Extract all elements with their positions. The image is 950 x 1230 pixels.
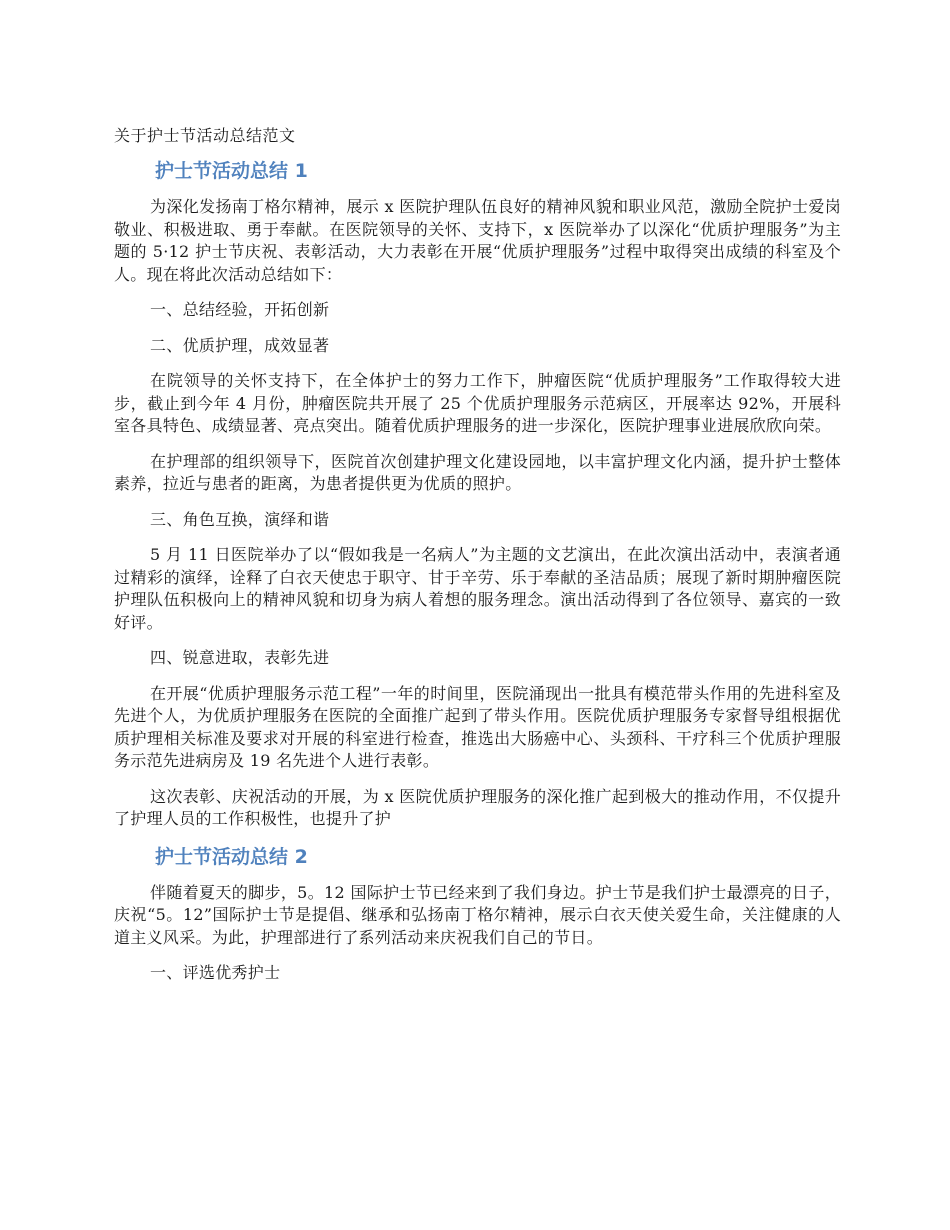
paragraph: 这次表彰、庆祝活动的开展，为 x 医院优质护理服务的深化推广起到极大的推动作用，不仅提升了护理人员的工作积极性，也提升了护 <box>114 786 841 828</box>
section-2 <box>114 844 841 985</box>
subheading: 三、角色互换，演绎和谐 <box>150 509 330 529</box>
paragraph: 伴随着夏天的脚步，5。12 国际护士节已经来到了我们身边。护士节是我们护士最漂亮的日子，庆祝“5。12”国际护士节是提倡、继承和弘扬南丁格尔精神，展示白衣天使关爱生命，关注健康的人道主义风采。为此，护理部进行了系列活动来庆祝我们自己的节日。 <box>114 882 841 947</box>
paragraph: 在护理部的组织领导下，医院首次创建护理文化建设园地，以丰富护理文化内涵，提升护士整体素养，拉近与患者的距离，为患者提供更为优质的照护。 <box>114 451 841 493</box>
section-heading: 护士节活动总结 1 <box>155 160 308 182</box>
paragraph: 在开展“优质护理服务示范工程”一年的时间里，医院涌现出一批具有模范带头作用的先进科室及先进个人，为优质护理服务在医院的全面推广起到了带头作用。医院优质护理服务专家督导组根据优质护理相关标准及要求对开展的科室进行检查，推选出大肠癌中心、头颈科、干疗科三个优质护理服务示范先进病房及 19 名先进个人进行表彰。 <box>114 683 841 770</box>
paragraph: 为深化发扬南丁格尔精神，展示 x 医院护理队伍良好的精神风貌和职业风范，激励全院护士爱岗敬业、积极进取、勇于奉献。在医院领导的关怀、支持下，x 医院举办了以深化“优质护理服务”为主题的 5·12 护士节庆祝、表彰活动，大力表彰在开展“优质护理服务”过程中取得突出成绩的科室及个人。现在将此次活动总结如下： <box>114 197 841 284</box>
subheading: 四、锐意进取，表彰先进 <box>150 648 330 667</box>
document-title: 关于护士节活动总结范文 <box>114 126 296 145</box>
section-1 <box>114 158 841 831</box>
subheading: 一、总结经验，开拓创新 <box>150 300 330 319</box>
paragraph: 5 月 11 日医院举办了以“假如我是一名病人”为主题的文艺演出，在此次演出活动中，表演者通过精彩的演绎，诠释了白衣天使忠于职守、甘于辛劳、乐于奉献的圣洁品质；展现了新时期肿瘤医院护理队伍积极向上的精神风貌和切身为病人着想的服务理念。演出活动得到了各位领导、嘉宾的一致好评。 <box>114 545 841 632</box>
subheading: 一、评选优秀护士 <box>150 963 281 982</box>
subheading: 二、优质护理，成效显著 <box>150 335 330 355</box>
document-page <box>114 124 841 998</box>
paragraph: 在院领导的关怀支持下，在全体护士的努力工作下，肿瘤医院“优质护理服务”工作取得较大进步，截止到今年 4 月份，肿瘤医院共开展了 25 个优质护理服务示范病区，开展率达 92%，开展科室各具特色、成绩显著、亮点突出。随着优质护理服务的进一步深化，医院护理事业进展欣欣向荣。 <box>114 371 841 435</box>
section-heading: 护士节活动总结 2 <box>155 845 308 868</box>
